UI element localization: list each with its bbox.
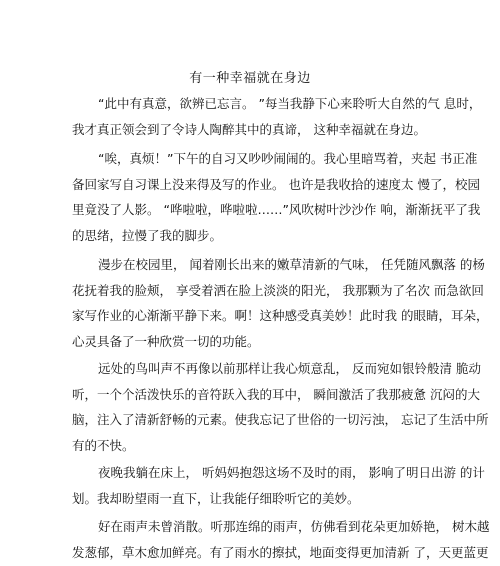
paragraph-5 <box>72 460 485 511</box>
paragraph-line: 好在雨声未曾消散。听那连绵的雨声，仿佛看到花朵更加娇艳， 树木越 <box>98 519 490 534</box>
paragraph-4 <box>72 356 489 458</box>
paragraph-line: 远处的鸟叫声不再像以前那样让我心烦意乱， 反而宛如银铃般清 脆动 <box>98 361 481 376</box>
paragraph-line: 有的不快。 <box>72 437 135 453</box>
paragraph-6 <box>72 514 490 565</box>
paragraph-line: 漫步在校园里， 闻着刚长出来的嫩草清新的气味， 任凭随风飘落 的杨 <box>98 257 485 272</box>
document-title: 有一种幸福就在身边 <box>189 71 311 86</box>
paragraph-line: “唉，真烦！”下午的自习又吵吵闹闹的。我心里暗骂着，夹起 书正准 <box>98 151 478 166</box>
paragraph-line: 脑，注入了清新舒畅的元素。使我忘记了世俗的一切污浊， 忘记了生活中所 <box>72 412 489 427</box>
paragraph-line: 心灵具备了一种欣赏一切的功能。 <box>72 333 260 349</box>
paragraph-line: 的思绪，拉慢了我的脚步。 <box>72 227 223 243</box>
paragraph-line: 划。我却盼望雨一直下，让我能仔细聆听它的美妙。 <box>72 490 360 506</box>
paragraph-2 <box>72 146 481 248</box>
paragraph-line: 家写作业的心渐渐平静下来。啊！这种感受真美妙！此时我 的眼睛，耳朵， <box>72 308 489 323</box>
paragraph-line: 里竟没了人影。 “哗啦啦，哗啦啦……”风吹树叶沙沙作 响，渐渐抚平了我 <box>72 202 481 217</box>
paragraph-line: 夜晚我躺在床上， 听妈妈抱怨这场不及时的雨， 影响了明日出游 的计 <box>98 465 485 480</box>
paragraph-line: 听，一个个活泼快乐的音符跃入我的耳中， 瞬间激活了我那疲惫 沉闷的大 <box>72 386 480 402</box>
paragraph-1 <box>72 91 482 142</box>
paragraph-line: “此中有真意，欲辨已忘言。 ”每当我静下心来聆听大自然的气 息时， <box>98 96 482 111</box>
paragraph-3 <box>72 252 489 354</box>
paragraph-line: 发葱郁，草木愈加鲜亮。有了雨水的擦拭，地面变得更加清新 了，天更蓝更 <box>72 544 489 560</box>
paragraph-line: 我才真正领会到了令诗人陶醉其中的真谛， 这种幸福就在身边。 <box>72 121 426 137</box>
paragraph-line: 备回家写自习课上没来得及写的作业。 也许是我收拾的速度太 慢了，校园 <box>72 176 480 192</box>
paragraph-line: 花抚着我的脸颊， 享受着洒在脸上淡淡的阳光， 我那颗为了名次 而急欲回 <box>72 282 484 298</box>
